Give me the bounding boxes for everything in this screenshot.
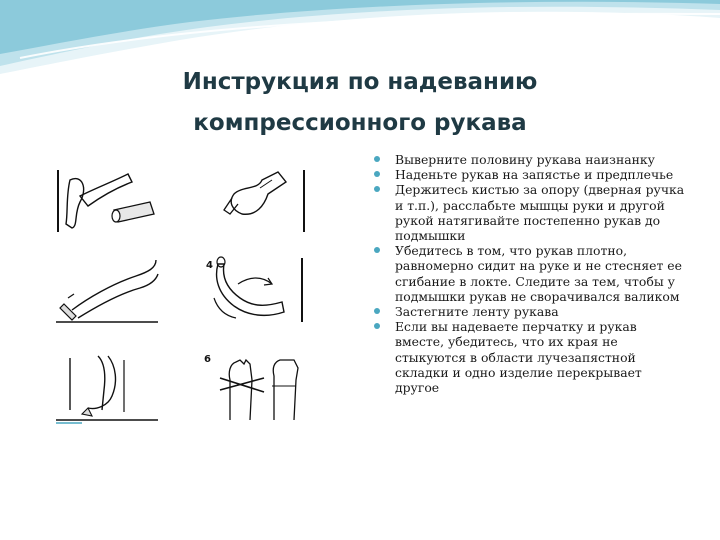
step-number-6: 6: [204, 354, 211, 365]
bullet-icon: [374, 308, 380, 314]
title-line-1: Инструкция по надеванию: [182, 69, 538, 95]
step-text: Наденьте рукав на запястье и предплечье: [395, 167, 674, 183]
illustration-glove-and-sleeve-overlap: [202, 350, 312, 426]
bullet-icon: [374, 156, 380, 162]
list-item: [368, 182, 686, 243]
step-text: Если вы надеваете перчатку и рукав вместе, убедитесь, что их края не стыкуются в области лучезапястной складки и одно изделие перекрывает другое: [395, 319, 642, 396]
list-item: [368, 243, 686, 304]
bullet-icon: [374, 323, 380, 329]
list-item: [368, 319, 686, 395]
step-text: Выверните половину рукава наизнанку: [395, 152, 655, 167]
step-text: Держитесь кистью за опору (дверная ручка и т.п.), расслабьте мышцы руки и другой рукой натягивайте постепенно рукав до подмышки: [395, 182, 685, 244]
illustration-check-sleeve-bend: [202, 254, 312, 326]
illustrations-grid: [52, 166, 312, 426]
instructions-list: [368, 152, 686, 395]
step-text: Убедитесь в том, что рукав плотно, равномерно сидит на руке и не стесняет ее сгибание в локте. Следите за тем, чтобы у подмышки рукав не сворачивался валиком: [395, 243, 682, 304]
list-item: [368, 167, 686, 182]
illustration-turn-sleeve-inside-out: [52, 166, 162, 236]
bullet-icon: [374, 186, 380, 192]
bullet-icon: [374, 171, 380, 177]
list-item: [368, 304, 686, 319]
step-text: Застегните ленту рукава: [395, 304, 559, 320]
illustration-put-sleeve-on-wrist: [202, 166, 312, 236]
page-title: [110, 62, 610, 144]
list-item: [368, 152, 686, 167]
illustration-fasten-sleeve-strap: [52, 350, 162, 426]
step-number-4: 4: [206, 260, 213, 271]
bullet-icon: [374, 247, 380, 253]
illustration-pull-sleeve-up-arm: [52, 254, 162, 326]
title-line-2: компрессионного рукава: [193, 110, 527, 136]
